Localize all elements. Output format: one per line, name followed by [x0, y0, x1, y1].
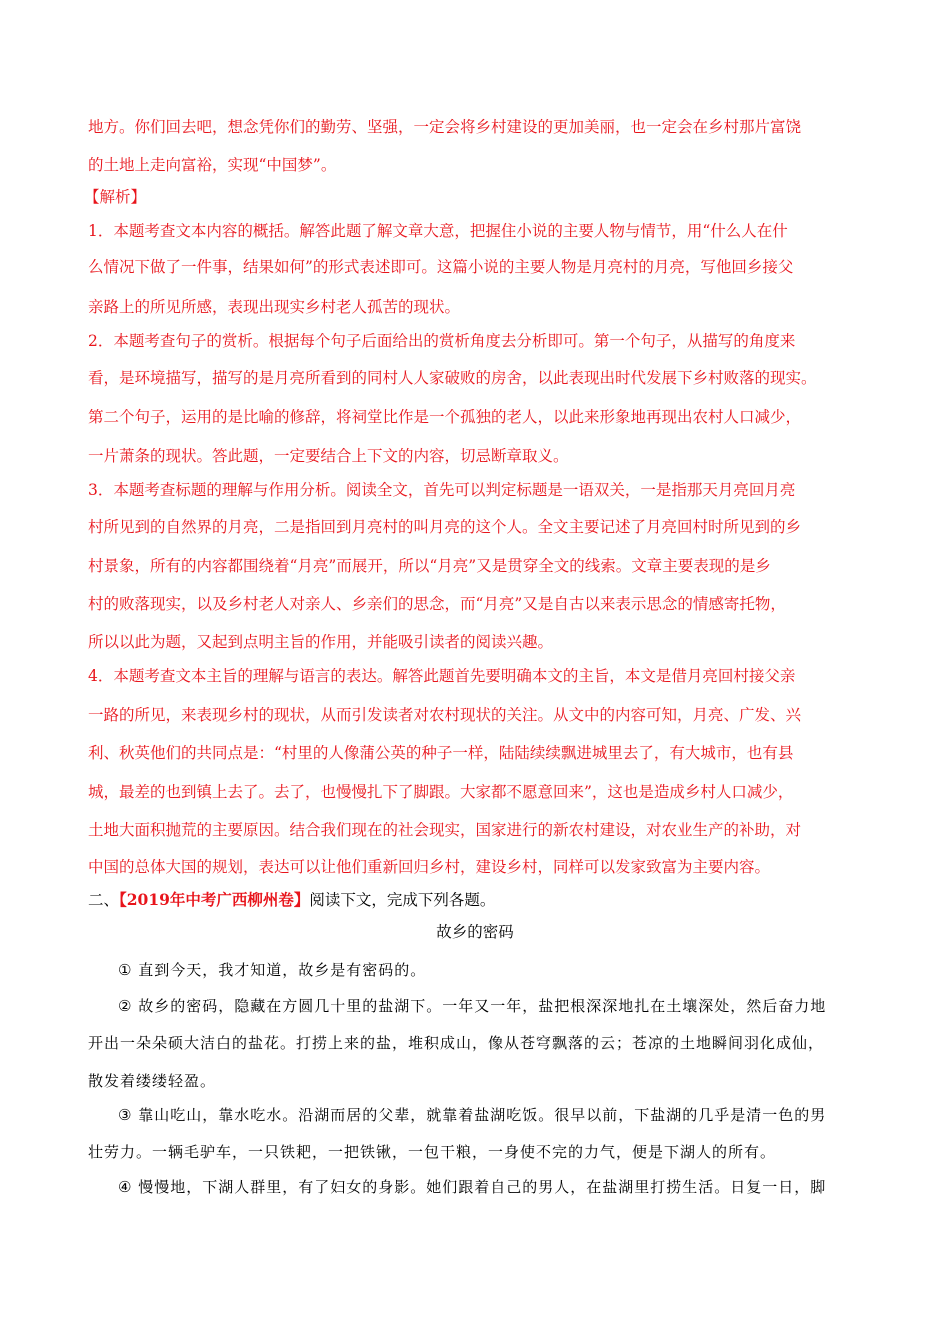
- analysis-line: 中国的总体大国的规划，表达可以让他们重新回归乡村，建设乡村，同样可以发家致富为主要内容。: [88, 858, 771, 876]
- analysis-heading: 【解析】: [84, 188, 147, 206]
- passage-title: 故乡的密码: [436, 923, 514, 941]
- analysis-line: 村所见到的自然界的月亮，二是指回到月亮村的叫月亮的这个人。全文主要记述了月亮回村时所见到的乡: [88, 518, 802, 536]
- analysis-line: 一片萧条的现状。答此题，一定要结合上下文的内容，切忌断章取义。: [88, 447, 569, 465]
- passage-line: ③ 靠山吃山，靠水吃水。沿湖而居的父辈，就靠着盐湖吃饭。很早以前，下盐湖的几乎是清一色的男: [118, 1106, 827, 1124]
- analysis-line: 4．本题考查文本主旨的理解与语言的表达。解答此题首先要明确本文的主旨，本文是借月亮回村接父亲: [88, 667, 796, 685]
- analysis-line: 么情况下做了一件事，结果如何”的形式表述即可。这篇小说的主要人物是月亮村的月亮，写他回乡接父: [88, 258, 794, 276]
- analysis-line: 城，最差的也到镇上去了。去了，也慢慢扎下了脚跟。大家都不愿意回来”，这也是造成乡村人口减少，: [88, 783, 794, 801]
- analysis-line: 村景象，所有的内容都围绕着“月亮”而展开，所以“月亮”又是贯穿全文的线索。文章主要表现的是乡: [88, 557, 771, 575]
- section-heading: [88, 890, 495, 910]
- answer-line-1: 地方。你们回去吧，想念凭你们的勤劳、坚强，一定会将乡村建设的更加美丽，也一定会在乡村那片富饶: [88, 118, 802, 136]
- analysis-line: 第二个句子，运用的是比喻的修辞，将祠堂比作是一个孤独的老人，以此来形象地再现出农村人口减少，: [88, 408, 802, 426]
- passage-line: ① 直到今天，我才知道，故乡是有密码的。: [118, 961, 427, 979]
- passage-line: ② 故乡的密码，隐藏在方圆几十里的盐湖下。一年又一年，盐把根深深地扎在土壤深处，然后奋力地: [118, 997, 827, 1015]
- analysis-line: 利、秋英他们的共同点是：“村里的人像蒲公英的种子一样，陆陆续续飘进城里去了，有大城市，也有县: [88, 744, 794, 762]
- analysis-line: 村的败落现实，以及乡村老人对亲人、乡亲们的思念，而“月亮”又是自古以来表示思念的情感寄托物，: [88, 595, 786, 613]
- passage-line: 散发着缕缕轻盈。: [88, 1072, 217, 1090]
- passage-line: 开出一朵朵硕大洁白的盐花。打捞上来的盐，堆积成山，像从苍穹飘落的云；苍凉的土地瞬间羽化成仙，: [88, 1034, 825, 1052]
- section-number: 二、: [88, 891, 120, 909]
- analysis-line: 土地大面积抛荒的主要原因。结合我们现在的社会现实，国家进行的新农村建设，对农业生产的补助，对: [88, 821, 802, 839]
- analysis-line: 看，是环境描写，描写的是月亮所看到的同村人人家破败的房舍，以此表现出时代发展下乡村败落的现实。: [88, 369, 817, 387]
- analysis-line: 3．本题考查标题的理解与作用分析。阅读全文，首先可以判定标题是一语双关，一是指那天月亮回月亮: [88, 481, 796, 499]
- analysis-line: 亲路上的所见所感，表现出现实乡村老人孤苦的现状。: [88, 298, 461, 316]
- passage-line: ④ 慢慢地，下湖人群里，有了妇女的身影。她们跟着自己的男人，在盐湖里打捞生活。日复一日，脚: [118, 1178, 827, 1196]
- analysis-line: 1．本题考查文本内容的概括。解答此题了解文章大意，把握住小说的主要人物与情节，用“什么人在什: [88, 222, 788, 240]
- section-instruction: 阅读下文，完成下列各题。: [309, 891, 496, 909]
- answer-line-2: 的土地上走向富裕，实现“中国梦”。: [88, 156, 337, 174]
- analysis-line: 一路的所见，来表现乡村的现状，从而引发读者对农村现状的关注。从文中的内容可知，月亮、广发、兴: [88, 706, 802, 724]
- analysis-line: 所以以此为题，又起到点明主旨的作用，并能吸引读者的阅读兴趣。: [88, 633, 554, 651]
- analysis-line: 2．本题考查句子的赏析。根据每个句子后面给出的赏析角度去分析即可。第一个句子，从描写的角度来: [88, 332, 796, 350]
- passage-line: 壮劳力。一辆毛驴车，一只铁耙，一把铁锹，一包干粮，一身使不完的力气，便是下湖人的所有。: [88, 1143, 777, 1161]
- section-source: 【2019年中考广西柳州卷】: [119, 890, 310, 909]
